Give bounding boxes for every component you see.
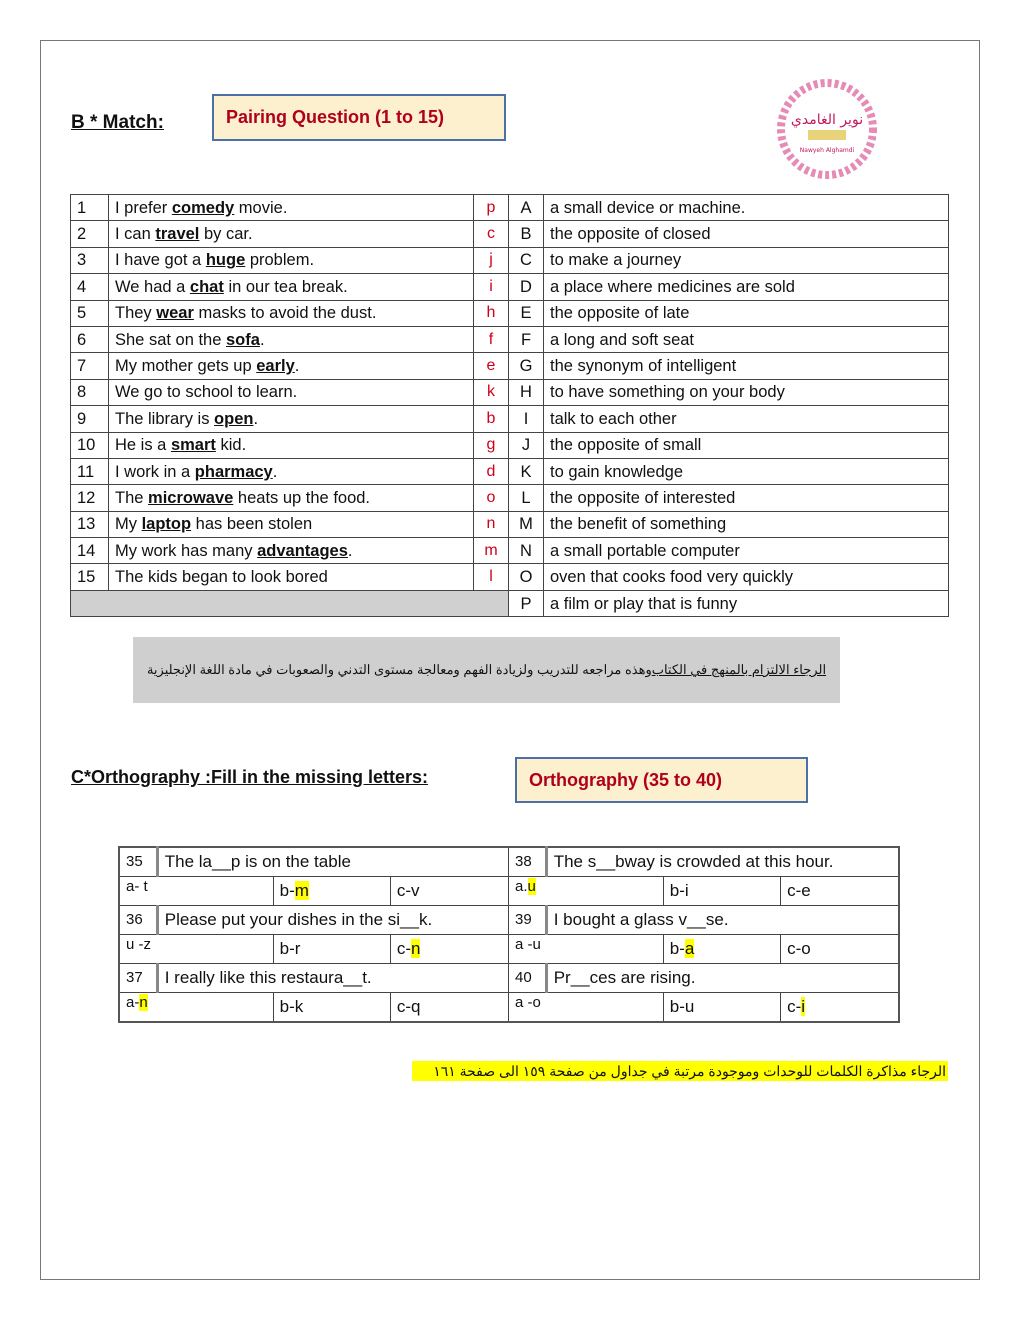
option-a[interactable] (119, 935, 273, 964)
definition: a place where medicines are sold (544, 274, 949, 300)
match-row (71, 406, 949, 432)
option-b[interactable] (663, 935, 780, 964)
match-row (71, 274, 949, 300)
definition: the benefit of something (544, 511, 949, 537)
option-prefix: a- (126, 994, 140, 1011)
key-word: pharmacy (194, 462, 273, 481)
item-number: 15 (71, 564, 109, 590)
sentence (109, 379, 474, 405)
option-prefix: b- (669, 997, 685, 1016)
sentence-post: . (272, 462, 278, 481)
key-word: chat (189, 277, 224, 296)
key-word: huge (205, 251, 246, 270)
match-row (71, 564, 949, 590)
option-letter: C (509, 247, 544, 273)
definition: the opposite of late (544, 300, 949, 326)
question-text: Pr__ces are rising. (546, 964, 899, 993)
option-prefix: a- (126, 878, 144, 895)
match-row (71, 485, 949, 511)
question-number: 36 (119, 906, 157, 935)
option-letter: N (509, 538, 544, 564)
section-b-heading: B * Match: (71, 112, 164, 133)
sentence-pre: My (115, 515, 142, 534)
sentence (109, 406, 474, 432)
option-letter: B (509, 221, 544, 247)
option-letter: J (509, 432, 544, 458)
answer-letter: h (474, 300, 509, 326)
option-b[interactable] (663, 877, 780, 906)
sentence-post: . (294, 357, 300, 376)
definition: talk to each other (544, 406, 949, 432)
match-row (71, 432, 949, 458)
option-prefix: b- (279, 881, 295, 900)
key-word: advantages (257, 541, 348, 560)
arabic-notice (133, 637, 840, 703)
sentence-post: problem. (245, 251, 315, 270)
key-word: laptop (141, 515, 192, 534)
sentence-pre: The (115, 488, 149, 507)
sentence (109, 353, 474, 379)
option-letter: E (509, 300, 544, 326)
item-number: 1 (71, 195, 109, 221)
option-letter: m (294, 881, 309, 900)
question-text: I really like this restaura__t. (157, 964, 508, 993)
sentence (109, 221, 474, 247)
question-row (119, 964, 899, 993)
sentence-pre: The library is (115, 409, 215, 428)
key-word: early (256, 357, 295, 376)
sentence-post: heats up the food. (233, 488, 371, 507)
item-number: 10 (71, 432, 109, 458)
answer-letter: k (474, 379, 509, 405)
item-number: 3 (71, 247, 109, 273)
match-row (71, 247, 949, 273)
definition: the opposite of closed (544, 221, 949, 247)
sentence-post: has been stolen (191, 515, 313, 534)
question-row (119, 847, 899, 877)
author-logo (770, 70, 884, 188)
answer-letter: i (474, 274, 509, 300)
option-a[interactable] (119, 993, 273, 1023)
option-b[interactable] (273, 935, 390, 964)
option-letter: u (684, 997, 695, 1016)
sentence (109, 274, 474, 300)
sentence-post: in our tea break. (223, 277, 348, 296)
sentence-pre: My mother gets up (115, 357, 257, 376)
answer-letter: m (474, 538, 509, 564)
option-letter: L (509, 485, 544, 511)
option-letter: G (509, 353, 544, 379)
match-row (71, 458, 949, 484)
item-number: 11 (71, 458, 109, 484)
option-letter: H (509, 379, 544, 405)
option-a[interactable] (508, 935, 663, 964)
sentence-pre: My work has many (115, 541, 258, 560)
definition: a small device or machine. (544, 195, 949, 221)
answer-letter: g (474, 432, 509, 458)
option-prefix: b- (669, 939, 685, 958)
option-letter: o (801, 939, 811, 958)
sentence (109, 326, 474, 352)
options-row (119, 935, 899, 964)
match-row (71, 300, 949, 326)
definition: to gain knowledge (544, 458, 949, 484)
option-letter: i (801, 997, 806, 1016)
svg-text:نوير الغامدي: نوير الغامدي (790, 112, 864, 128)
option-letter: u (532, 936, 541, 953)
sentence-pre: We had a (115, 277, 190, 296)
footer-note: الرجاء مذاكرة الكلمات للوحدات وموجودة مرتبة في جداول من صفحة ١٥٩ الى صفحة ١٦١ (412, 1061, 948, 1081)
option-letter: r (294, 939, 301, 958)
question-number: 38 (508, 847, 546, 877)
match-row (71, 379, 949, 405)
key-word: sofa (226, 330, 260, 349)
definition: a long and soft seat (544, 326, 949, 352)
option-prefix: c- (787, 997, 802, 1016)
question-text: The la__p is on the table (157, 847, 508, 877)
item-number: 5 (71, 300, 109, 326)
orthography-table (118, 846, 900, 1023)
sentence-post: movie. (234, 198, 288, 217)
sentence (109, 195, 474, 221)
option-letter: A (509, 195, 544, 221)
sentence-pre: The kids began to look bored (115, 568, 328, 587)
sentence (109, 538, 474, 564)
item-number: 2 (71, 221, 109, 247)
answer-letter: n (474, 511, 509, 537)
question-number: 37 (119, 964, 157, 993)
definition: the opposite of small (544, 432, 949, 458)
sentence-pre: They (115, 304, 157, 323)
option-c[interactable] (781, 935, 899, 964)
sentence (109, 564, 474, 590)
key-word: microwave (148, 488, 234, 507)
match-row (71, 538, 949, 564)
option-letter: n (139, 994, 148, 1011)
option-prefix: u - (126, 936, 144, 953)
definition: to have something on your body (544, 379, 949, 405)
option-c[interactable] (390, 877, 508, 906)
option-letter: O (509, 564, 544, 590)
empty-cell (71, 590, 509, 616)
sentence-post: . (259, 330, 265, 349)
sentence-pre: She sat on the (115, 330, 226, 349)
definition: the opposite of interested (544, 485, 949, 511)
sentence-pre: He is a (115, 436, 171, 455)
item-number: 14 (71, 538, 109, 564)
item-number: 8 (71, 379, 109, 405)
option-c[interactable] (390, 993, 508, 1023)
sentence-pre: I prefer (115, 198, 172, 217)
question-number: 40 (508, 964, 546, 993)
option-c[interactable] (781, 993, 899, 1023)
option-letter: M (509, 511, 544, 537)
option-b[interactable] (273, 993, 390, 1023)
option-c[interactable] (390, 935, 508, 964)
option-prefix: a - (514, 994, 533, 1011)
option-letter: n (411, 939, 421, 958)
option-letter: t (143, 878, 148, 895)
sentence (109, 247, 474, 273)
answer-letter: d (474, 458, 509, 484)
answer-letter: f (474, 326, 509, 352)
option-letter: i (684, 881, 689, 900)
orthography-badge: Orthography (35 to 40) (515, 757, 808, 803)
answer-letter: l (474, 564, 509, 590)
option-letter: o (532, 994, 541, 1011)
definition: to make a journey (544, 247, 949, 273)
item-number: 7 (71, 353, 109, 379)
option-letter: u (527, 878, 536, 895)
option-letter: F (509, 326, 544, 352)
item-number: 4 (71, 274, 109, 300)
sentence-post: . (253, 409, 259, 428)
option-letter: v (411, 881, 420, 900)
key-word: smart (170, 436, 216, 455)
option-letter: K (509, 458, 544, 484)
answer-letter: j (474, 247, 509, 273)
key-word: wear (156, 304, 194, 323)
option-prefix: a. (514, 878, 528, 895)
pairing-badge: Pairing Question (1 to 15) (212, 94, 506, 141)
option-letter: P (509, 590, 544, 616)
option-a[interactable] (119, 877, 273, 906)
option-prefix: c- (396, 939, 411, 958)
answer-letter: o (474, 485, 509, 511)
option-letter: a (684, 939, 695, 958)
sentence (109, 485, 474, 511)
key-word: travel (155, 225, 200, 244)
option-prefix: b- (279, 939, 295, 958)
item-number: 9 (71, 406, 109, 432)
answer-letter: b (474, 406, 509, 432)
sentence-post: . (347, 541, 353, 560)
question-text: I bought a glass v__se. (546, 906, 899, 935)
option-letter: I (509, 406, 544, 432)
option-a[interactable] (508, 877, 663, 906)
option-prefix: c- (787, 881, 802, 900)
option-letter: D (509, 274, 544, 300)
question-number: 39 (508, 906, 546, 935)
option-letter: q (411, 997, 421, 1016)
sentence-pre: I work in a (115, 462, 195, 481)
notice-text: وهذه مراجعه للتدريب ولزيادة الفهم ومعالجة مستوى التدني والصعوبات في مادة اللغة الإنجليزية (146, 662, 652, 677)
key-word: comedy (171, 198, 235, 217)
option-c[interactable] (781, 877, 899, 906)
sentence (109, 511, 474, 537)
item-number: 6 (71, 326, 109, 352)
option-prefix: a - (514, 936, 533, 953)
svg-text:Nawyeh Alghamdi: Nawyeh Alghamdi (799, 147, 855, 154)
matching-table (70, 194, 949, 617)
sentence (109, 458, 474, 484)
options-row (119, 993, 899, 1023)
key-word: open (214, 409, 254, 428)
sentence-post: by car. (199, 225, 253, 244)
sentence-pre: We go to school to learn. (115, 383, 298, 402)
notice-underlined: الرجاء الالتزام بالمنهج في الكتاب (651, 662, 827, 677)
match-row (71, 195, 949, 221)
question-text: The s__bway is crowded at this hour. (546, 847, 899, 877)
match-row (71, 221, 949, 247)
option-letter: k (294, 997, 304, 1016)
option-prefix: c- (396, 881, 411, 900)
option-letter: e (801, 881, 811, 900)
options-row (119, 877, 899, 906)
question-row (119, 906, 899, 935)
sentence-pre: I have got a (115, 251, 206, 270)
option-prefix: b- (279, 997, 295, 1016)
answer-letter: e (474, 353, 509, 379)
section-c-heading: C*Orthography :Fill in the missing letters: (71, 767, 429, 787)
answer-letter: p (474, 195, 509, 221)
answer-letter: c (474, 221, 509, 247)
definition: a small portable computer (544, 538, 949, 564)
option-b[interactable] (273, 877, 390, 906)
sentence (109, 300, 474, 326)
option-prefix: b- (669, 881, 685, 900)
option-letter: z (143, 936, 152, 953)
item-number: 12 (71, 485, 109, 511)
question-number: 35 (119, 847, 157, 877)
sentence-post: kid. (215, 436, 247, 455)
match-row (71, 590, 949, 616)
match-row (71, 511, 949, 537)
option-b[interactable] (663, 993, 780, 1023)
definition: oven that cooks food very quickly (544, 564, 949, 590)
match-row (71, 326, 949, 352)
definition: the synonym of intelligent (544, 353, 949, 379)
item-number: 13 (71, 511, 109, 537)
match-row (71, 353, 949, 379)
option-a[interactable] (508, 993, 663, 1023)
sentence-pre: I can (115, 225, 156, 244)
sentence-post: masks to avoid the dust. (193, 304, 377, 323)
option-prefix: c- (396, 997, 411, 1016)
question-text: Please put your dishes in the si__k. (157, 906, 508, 935)
definition: a film or play that is funny (544, 590, 949, 616)
option-prefix: c- (787, 939, 802, 958)
sentence (109, 432, 474, 458)
